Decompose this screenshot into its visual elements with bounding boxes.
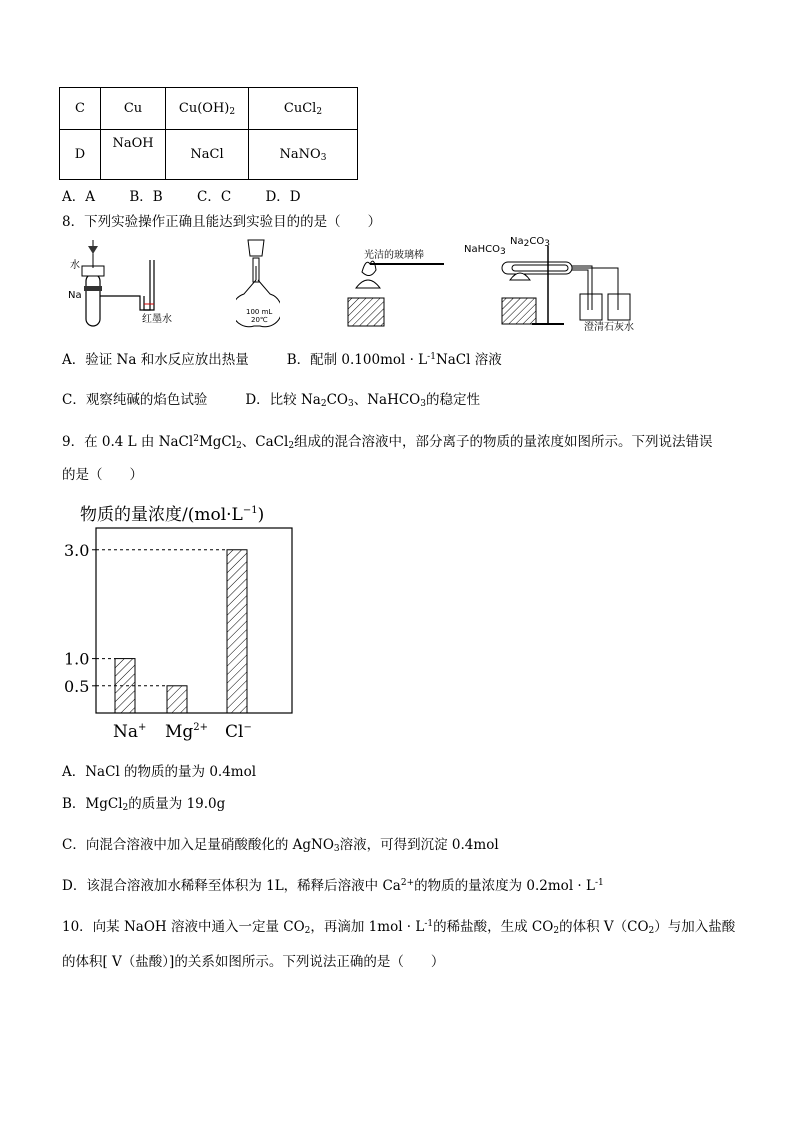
x-label-na: Na+ — [113, 722, 147, 742]
figure-volumetric-flask — [236, 238, 280, 330]
label-flask-temp: 20℃ — [251, 316, 268, 324]
q9-option-d: D．该混合溶液加水稀释至体积为 1L，稀释后溶液中 $Ca^{2+}$的物质的量浓度为 $0.2mol \cdot L^{-1}$ — [62, 878, 604, 894]
label-red-ink: 红墨水 — [142, 314, 172, 325]
cell-d-3: NaNO$_3$ — [249, 130, 358, 180]
x-label-cl: Cl− — [225, 722, 252, 742]
label-nahco3: NaHCO$_3$ — [464, 244, 506, 257]
figure-flame-test — [342, 244, 446, 328]
q7-options: A．A B．B C．C D．D — [62, 189, 301, 205]
q10-stem-line2: 的体积[ V（盐酸）]的关系如图所示。下列说法正确的是（ ） — [62, 954, 445, 970]
cell-c-2: $Cu(OH)_2$ — [166, 88, 249, 130]
row-label-d: D — [60, 130, 101, 180]
q9-stem-line2: 的是（ ） — [62, 467, 143, 483]
label-na2co3: $Na_2CO_3$ — [510, 236, 550, 249]
label-glass-rod: 光洁的玻璃棒 — [364, 250, 424, 261]
y-tick-label: 0.5 — [64, 676, 90, 696]
y-tick-label: 3.0 — [64, 540, 90, 560]
cell-c-3: CuCl$_2$ — [249, 88, 358, 130]
cell-c-1: Cu — [101, 88, 166, 130]
row-label-c: C — [60, 88, 101, 130]
label-na: Na — [68, 290, 82, 301]
bar-mg — [167, 686, 187, 713]
q9-option-a: A．NaCl 的物质的量为 0.4mol — [62, 764, 257, 780]
chart-title: 物质的量浓度$/(mol\cdot L^{-1})$ — [80, 505, 265, 525]
label-flask-volume: 100 mL — [246, 308, 273, 316]
cell-d-2: NaCl — [166, 130, 249, 180]
label-limewater: 澄清石灰水 — [584, 322, 634, 333]
q9-option-c: C．向混合溶液中加入足量硝酸酸化的 AgNO$_3$溶液，可得到沉淀 0.4mol — [62, 837, 499, 854]
concentration-chart — [62, 500, 302, 745]
bar-cl — [227, 550, 247, 713]
q8-options-ab: A．验证 Na 和水反应放出热量 B．配制 $0.100mol \cdot L^{-1}NaCl$ 溶液 — [62, 352, 502, 368]
bar-na — [115, 659, 135, 713]
q10-stem-line1: 10．向某 NaOH 溶液中通入一定量 $CO_2$，再滴加 $1mol \cdot L^{-1}$的稀盐酸，生成 $CO_2$的体积 $V(CO_2)$与加入盐酸 — [62, 919, 736, 936]
figure-carbonate-stability — [462, 236, 642, 332]
q9-option-b: B．MgCl$_2$的质量为 19.0g — [62, 796, 226, 813]
x-label-mg: $Mg^{2+}$ — [165, 722, 209, 742]
cell-d-1: NaOH — [101, 130, 166, 180]
q8-options-cd: C．观察纯碱的焰色试验 D．比较 $Na_2CO_3$、NaHCO$_3$的稳定性 — [62, 392, 480, 409]
options-table — [59, 87, 358, 180]
q9-stem-line1: 9．在 0.4 L 由 NaCl$^2$MgCl$_2$、CaCl$_2$组成的混合溶液中，部分离子的物质的量浓度如图所示。下列说法错误 — [62, 434, 713, 451]
label-water: 水 — [70, 260, 80, 271]
y-tick-label: 1.0 — [64, 649, 90, 669]
figure-na-water — [62, 238, 192, 330]
q8-stem: 8．下列实验操作正确且能达到实验目的的是（ ） — [62, 214, 382, 230]
